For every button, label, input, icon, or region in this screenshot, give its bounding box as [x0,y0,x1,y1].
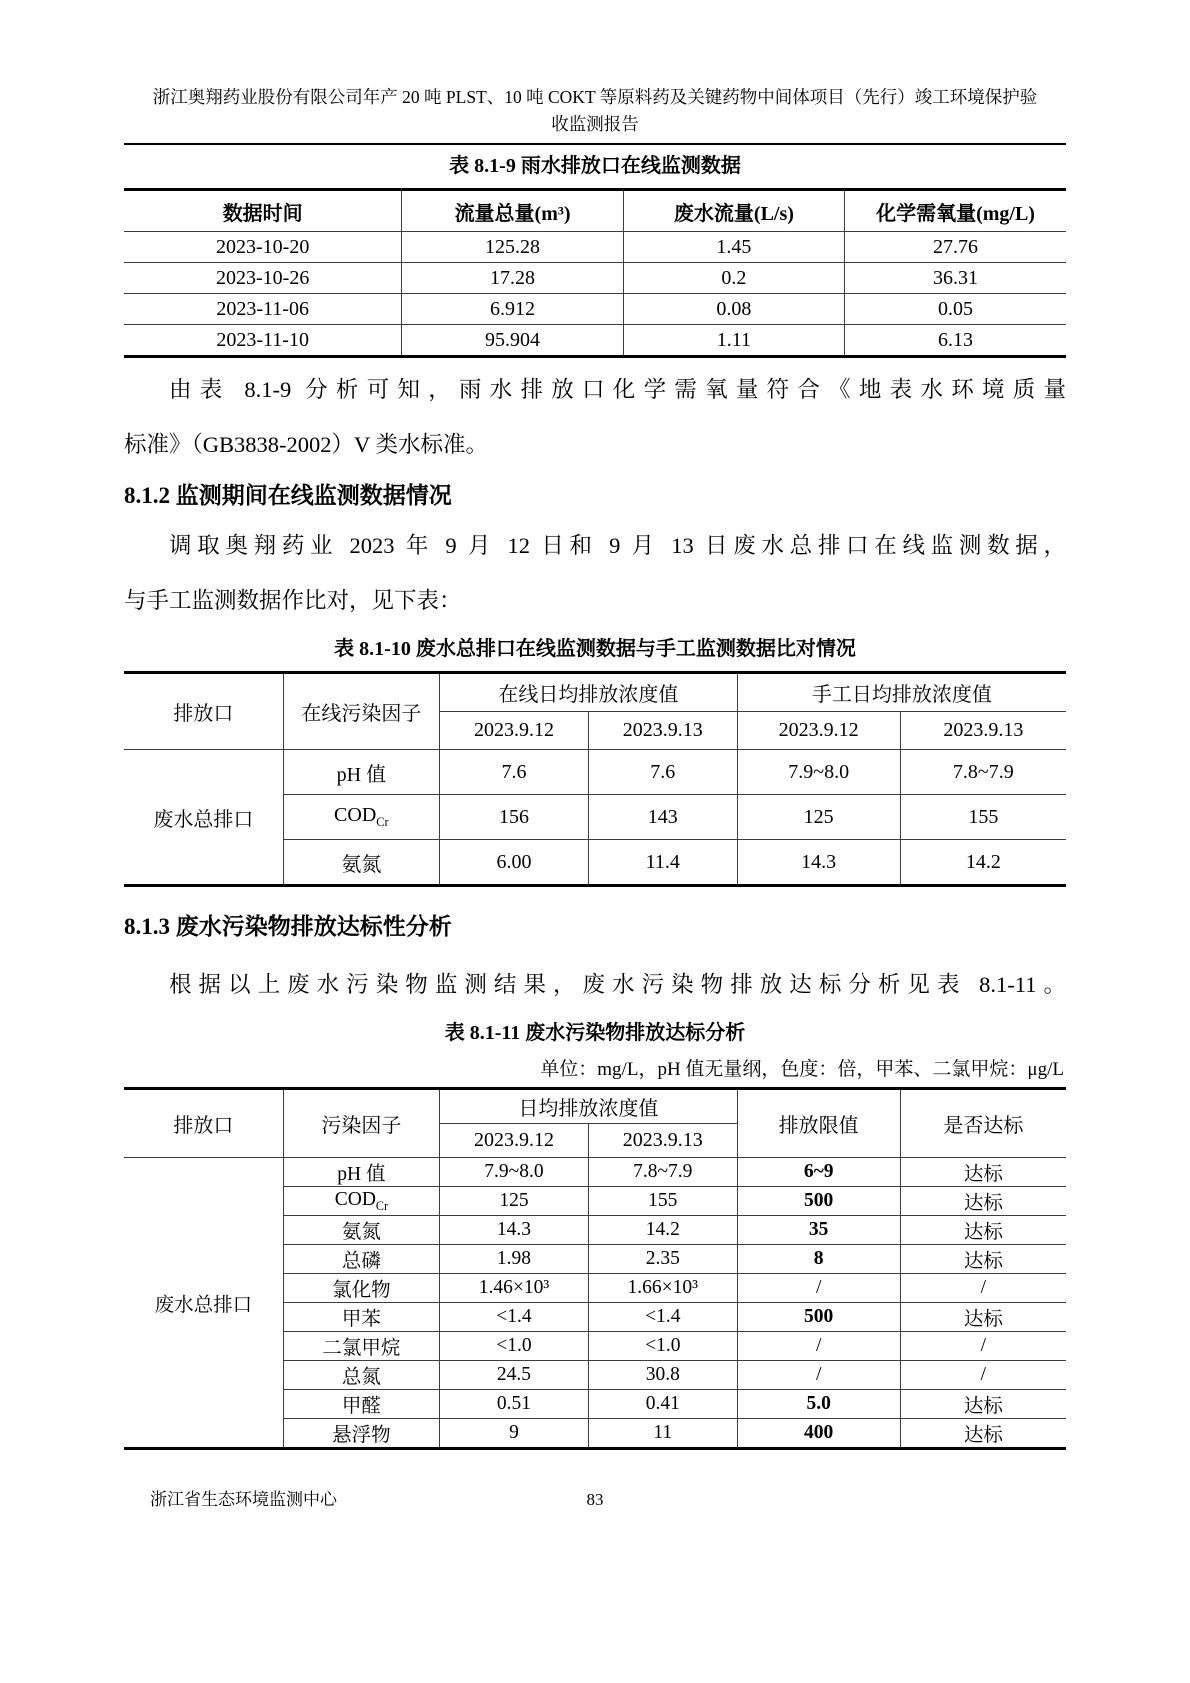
table-cell: 达标 [900,1419,1066,1449]
table-rainwater-online-monitoring [124,188,1066,358]
subscript: Cr [376,815,389,829]
table-cell: 11 [588,1419,737,1449]
table-cell: 1.11 [623,325,844,357]
column-header-cod: 化学需氧量(mg/L) [845,190,1066,232]
column-header-online-factor: 在线污染因子 [283,673,439,750]
paragraph-line: 根据以上废水污染物监测结果，废水污染物排放达标分析见表 8.1-11。 [169,972,1066,997]
table-row [124,294,1066,325]
table-cell: 0.51 [440,1390,589,1419]
table-wastewater-compliance-analysis [124,1087,1066,1450]
column-header-date: 2023.9.12 [440,712,589,750]
table-cell: 7.8~7.9 [588,1158,737,1187]
table-cell: 2023-10-20 [124,232,402,263]
table-cell: 7.9~8.0 [440,1158,589,1187]
page-header [124,84,1066,138]
column-header-total-flow: 流量总量(m³) [402,190,623,232]
table-online-vs-manual-comparison [124,671,1066,887]
table-cell: 8 [737,1245,900,1274]
outlet-cell: 废水总排口 [124,750,283,886]
table-cell: 0.08 [623,294,844,325]
table-cell: 甲醛 [283,1390,439,1419]
table-cell: 2023-11-10 [124,325,402,357]
table-cell: 1.45 [623,232,844,263]
column-header-outlet: 排放口 [124,673,283,750]
header-line-2: 收监测报告 [551,114,639,134]
table-cell: 35 [737,1216,900,1245]
table-cell: 155 [588,1187,737,1216]
table-cell: 达标 [900,1390,1066,1419]
table-cell: 达标 [900,1303,1066,1332]
table2-caption: 表 8.1-10 废水总排口在线监测数据与手工监测数据比对情况 [334,638,856,660]
section-heading-812: 8.1.2 监测期间在线监测数据情况 [124,483,452,508]
table-cell: <1.0 [440,1332,589,1361]
table-cell: <1.0 [588,1332,737,1361]
table-head [124,1089,1066,1158]
paragraph-section-812 [124,518,1066,628]
table-head [124,673,1066,750]
table-cell: / [737,1274,900,1303]
table-body [124,1158,1066,1449]
table-cell: 17.28 [402,263,623,294]
column-header-outlet: 排放口 [124,1089,283,1158]
section-heading-813: 8.1.3 废水污染物排放达标性分析 [124,914,452,939]
table-cell: 11.4 [588,840,737,886]
table-cell: 7.8~7.9 [900,750,1066,795]
table-cell: 500 [737,1187,900,1216]
footer-organization: 浙江省生态环境监测中心 [150,1490,337,1509]
table-cell: 14.3 [737,840,900,886]
table-cell: 5.0 [737,1390,900,1419]
table-row [124,325,1066,357]
table-row [124,232,1066,263]
table-cell: 95.904 [402,325,623,357]
table-cell: 30.8 [588,1361,737,1390]
column-group-daily-concentration: 日均排放浓度值 [440,1089,738,1124]
table-cell: 2.35 [588,1245,737,1274]
column-group-manual-daily: 手工日均排放浓度值 [737,673,1066,712]
table-cell: 2023-10-26 [124,263,402,294]
column-header-factor: 污染因子 [283,1089,439,1158]
table-cell: 27.76 [845,232,1066,263]
table-cell: <1.4 [588,1303,737,1332]
column-header-date: 2023.9.13 [588,1124,737,1158]
paragraph-line: 标准》（GB3838-2002）V 类水标准。 [124,432,488,457]
table-row [124,750,1066,795]
table-cell: $COD_{Cr}$ [283,795,439,840]
paragraph-line: 与手工监测数据作比对，见下表： [124,588,462,613]
outlet-cell: 废水总排口 [124,1158,283,1449]
table-cell: / [900,1332,1066,1361]
table-cell: 甲苯 [283,1303,439,1332]
table-cell: 125 [737,795,900,840]
table-cell: 悬浮物 [283,1419,439,1449]
table-cell: 7.9~8.0 [737,750,900,795]
table-cell: 总磷 [283,1245,439,1274]
table-cell: 氯化物 [283,1274,439,1303]
table-cell: pH 值 [283,1158,439,1187]
table-row [124,263,1066,294]
table-cell: 400 [737,1419,900,1449]
table-cell: 7.6 [588,750,737,795]
table-cell: 2023-11-06 [124,294,402,325]
table-cell: 155 [900,795,1066,840]
table-cell: 143 [588,795,737,840]
table-cell: 14.2 [588,1216,737,1245]
table-cell: 二氯甲烷 [283,1332,439,1361]
table-cell: 0.05 [845,294,1066,325]
table-header-row [124,190,1066,232]
table-head [124,190,1066,232]
column-header-date: 2023.9.12 [737,712,900,750]
table-cell: $COD_{Cr}$ [283,1187,439,1216]
table-cell: <1.4 [440,1303,589,1332]
column-header-date: 2023.9.13 [588,712,737,750]
paragraph-section-813 [124,957,1066,1012]
table-cell: 500 [737,1303,900,1332]
column-header-date: 2023.9.12 [440,1124,589,1158]
table-cell: 6.13 [845,325,1066,357]
table-cell: 1.46×10³ [440,1274,589,1303]
table-cell: 14.2 [900,840,1066,886]
table-cell: 达标 [900,1245,1066,1274]
page-number: 83 [586,1490,604,1509]
table-cell: 达标 [900,1158,1066,1187]
column-header-wastewater-flow: 废水流量(L/s) [623,190,844,232]
table-cell: 156 [440,795,589,840]
table-cell: 1.98 [440,1245,589,1274]
table-cell: 7.6 [440,750,589,795]
unit-note: 单位：mg/L，pH 值无量纲，色度：倍，甲苯、二氯甲烷：μg/L [540,1059,1064,1080]
subscript: Cr [375,1198,388,1213]
table-cell: 6.912 [402,294,623,325]
table-cell: pH 值 [283,750,439,795]
table-cell: 125.28 [402,232,623,263]
table-cell: 125 [440,1187,589,1216]
page-content [124,84,1066,1450]
table-cell: 氨氮 [283,1216,439,1245]
table-cell: 达标 [900,1216,1066,1245]
table-cell: / [737,1361,900,1390]
column-header-date: 2023.9.13 [900,712,1066,750]
table1-caption: 表 8.1-9 雨水排放口在线监测数据 [449,155,741,177]
table-cell: 6.00 [440,840,589,886]
table-cell: 1.66×10³ [588,1274,737,1303]
table-header-row [124,673,1066,712]
table-cell: 总氮 [283,1361,439,1390]
table-cell: 24.5 [440,1361,589,1390]
table-cell: 36.31 [845,263,1066,294]
paragraph-analysis-1 [124,362,1066,472]
table-body [124,750,1066,886]
table-cell: 6~9 [737,1158,900,1187]
table-cell: 氨氮 [283,840,439,886]
paragraph-line: 由表 8.1-9 分析可知，雨水排放口化学需氧量符合《地表水环境质量 [169,377,1066,402]
column-header-compliance: 是否达标 [900,1089,1066,1158]
table-cell: 9 [440,1419,589,1449]
table-body [124,232,1066,357]
header-line-1: 浙江奥翔药业股份有限公司年产 20 吨 PLST、10 吨 COKT 等原料药及关键药物中间体项目（先行）竣工环境保护验 [152,87,1038,107]
paragraph-line: 调取奥翔药业 2023 年 9 月 12 日和 9 月 13 日废水总排口在线监测数据， [169,533,1066,558]
table-cell: / [737,1332,900,1361]
header-rule [124,143,1066,145]
column-group-online-daily: 在线日均排放浓度值 [440,673,738,712]
table-header-row [124,1089,1066,1124]
table3-caption: 表 8.1-11 废水污染物排放达标分析 [444,1022,746,1044]
column-header-limit: 排放限值 [737,1089,900,1158]
table-row [124,1158,1066,1187]
table-cell: 达标 [900,1187,1066,1216]
table-cell: / [900,1274,1066,1303]
table-cell: / [900,1361,1066,1390]
table-cell: 0.2 [623,263,844,294]
column-header-date: 数据时间 [124,190,402,232]
table-cell: 0.41 [588,1390,737,1419]
table-cell: 14.3 [440,1216,589,1245]
